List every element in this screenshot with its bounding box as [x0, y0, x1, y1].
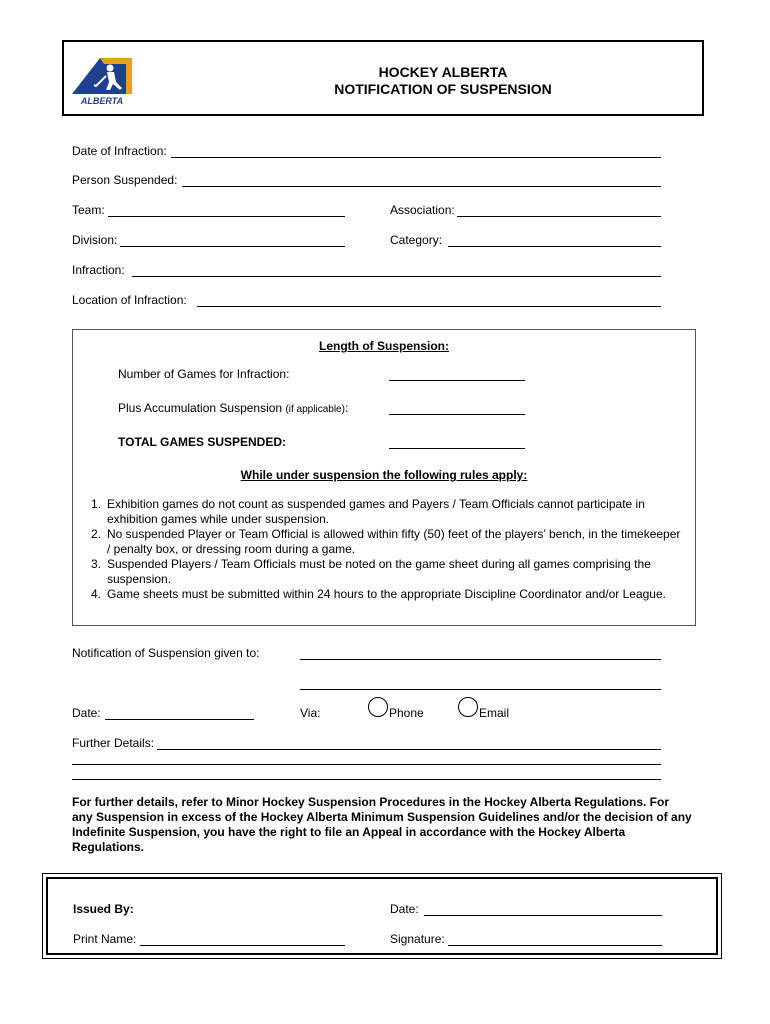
suspension-section: [72, 329, 696, 626]
signature-label: Signature:: [390, 932, 445, 946]
division-field[interactable]: [120, 246, 345, 247]
notification-given-to-field-1[interactable]: [300, 659, 661, 660]
phone-radio[interactable]: [368, 697, 388, 717]
email-label: Email: [479, 706, 510, 720]
team-field[interactable]: [108, 216, 345, 217]
date-of-infraction-label: Date of Infraction:: [72, 144, 167, 158]
via-label: Via:: [300, 706, 321, 720]
signature-field[interactable]: [448, 945, 662, 946]
rule-item: [83, 497, 683, 527]
rule-text: No suspended Player or Team Official is allowed within fifty (50) feet of the players’ bench, in the timekeeper / penalty box, or dressing room during a game.: [107, 527, 681, 556]
length-of-suspension-heading: Length of Suspension:: [319, 339, 449, 353]
issued-section: [42, 873, 722, 959]
appeal-note: For further details, refer to Minor Hockey Suspension Procedures in the Hockey Alberta Regulations. For any Suspension in excess of the Hockey Alberta Minimum Suspension Guidelines and/or the decision of any Indefinite Suspension, you have the right to file an Appeal in accordance with the Hockey Alberta Regulations.: [72, 795, 692, 854]
phone-label: Phone: [389, 706, 424, 720]
rule-text: Game sheets must be submitted within 24 hours to the appropriate Discipline Coordinator and/or League.: [107, 587, 666, 601]
location-label: Location of Infraction:: [72, 293, 187, 307]
division-label: Division:: [72, 233, 118, 247]
category-field[interactable]: [448, 246, 661, 247]
infraction-label: Infraction:: [72, 263, 125, 277]
infraction-field[interactable]: [132, 276, 661, 277]
games-for-infraction-field[interactable]: [389, 380, 525, 381]
issued-section-inner: [46, 877, 718, 955]
rules-heading: While under suspension the following rules apply:: [240, 468, 528, 482]
logo-graphic: [70, 54, 134, 106]
issued-date-field[interactable]: [424, 915, 662, 916]
notification-date-field[interactable]: [105, 719, 254, 720]
page-title: HOCKEY ALBERTA: [378, 64, 508, 80]
further-details-label: Further Details:: [72, 736, 155, 750]
rule-number: 1.: [90, 497, 101, 511]
date-of-infraction-field[interactable]: [171, 157, 661, 158]
rule-number: 4.: [90, 587, 101, 601]
plus-accumulation-colon: :: [344, 401, 349, 415]
team-label: Team:: [72, 203, 105, 217]
location-field[interactable]: [197, 306, 661, 307]
page-subtitle: NOTIFICATION OF SUSPENSION: [334, 81, 552, 97]
rule-number: 2.: [90, 527, 101, 541]
further-details-field-1[interactable]: [157, 749, 661, 750]
further-details-field-3[interactable]: [72, 779, 661, 780]
hockey-alberta-logo: [70, 54, 134, 106]
rule-item: [83, 587, 683, 602]
print-name-field[interactable]: [140, 945, 345, 946]
rule-number: 3.: [90, 557, 101, 571]
association-label: Association:: [390, 203, 455, 217]
total-games-label: TOTAL GAMES SUSPENDED:: [118, 435, 287, 449]
category-label: Category:: [390, 233, 443, 247]
rule-text: Suspended Players / Team Officials must be noted on the game sheet during all games comprising the suspension.: [107, 557, 651, 586]
rules-list: [83, 497, 683, 602]
rule-item: [83, 527, 683, 557]
association-field[interactable]: [457, 216, 661, 217]
total-games-field[interactable]: [389, 448, 525, 449]
header-box: [62, 40, 704, 116]
notification-given-to-label: Notification of Suspension given to:: [72, 646, 260, 660]
games-for-infraction-label: Number of Games for Infraction:: [118, 367, 290, 381]
rule-item: [83, 557, 683, 587]
person-suspended-label: Person Suspended:: [72, 173, 178, 187]
person-suspended-field[interactable]: [182, 186, 661, 187]
notification-given-to-field-2[interactable]: [300, 689, 661, 690]
plus-accumulation-field[interactable]: [389, 414, 525, 415]
plus-accumulation-label: [118, 401, 348, 415]
rule-text: Exhibition games do not count as suspended games and Payers / Team Officials cannot participate in exhibition games while under suspension.: [107, 497, 645, 526]
print-name-label: Print Name:: [73, 932, 137, 946]
logo-text: ALBERTA: [80, 96, 124, 106]
further-details-field-2[interactable]: [72, 764, 661, 765]
email-radio[interactable]: [458, 697, 478, 717]
if-applicable-note: (if applicable): [285, 404, 345, 415]
notification-date-label: Date:: [72, 706, 101, 720]
issued-by-label: Issued By:: [73, 902, 134, 916]
plus-accumulation-text: Plus Accumulation Suspension: [118, 401, 283, 415]
issued-date-label: Date:: [390, 902, 419, 916]
